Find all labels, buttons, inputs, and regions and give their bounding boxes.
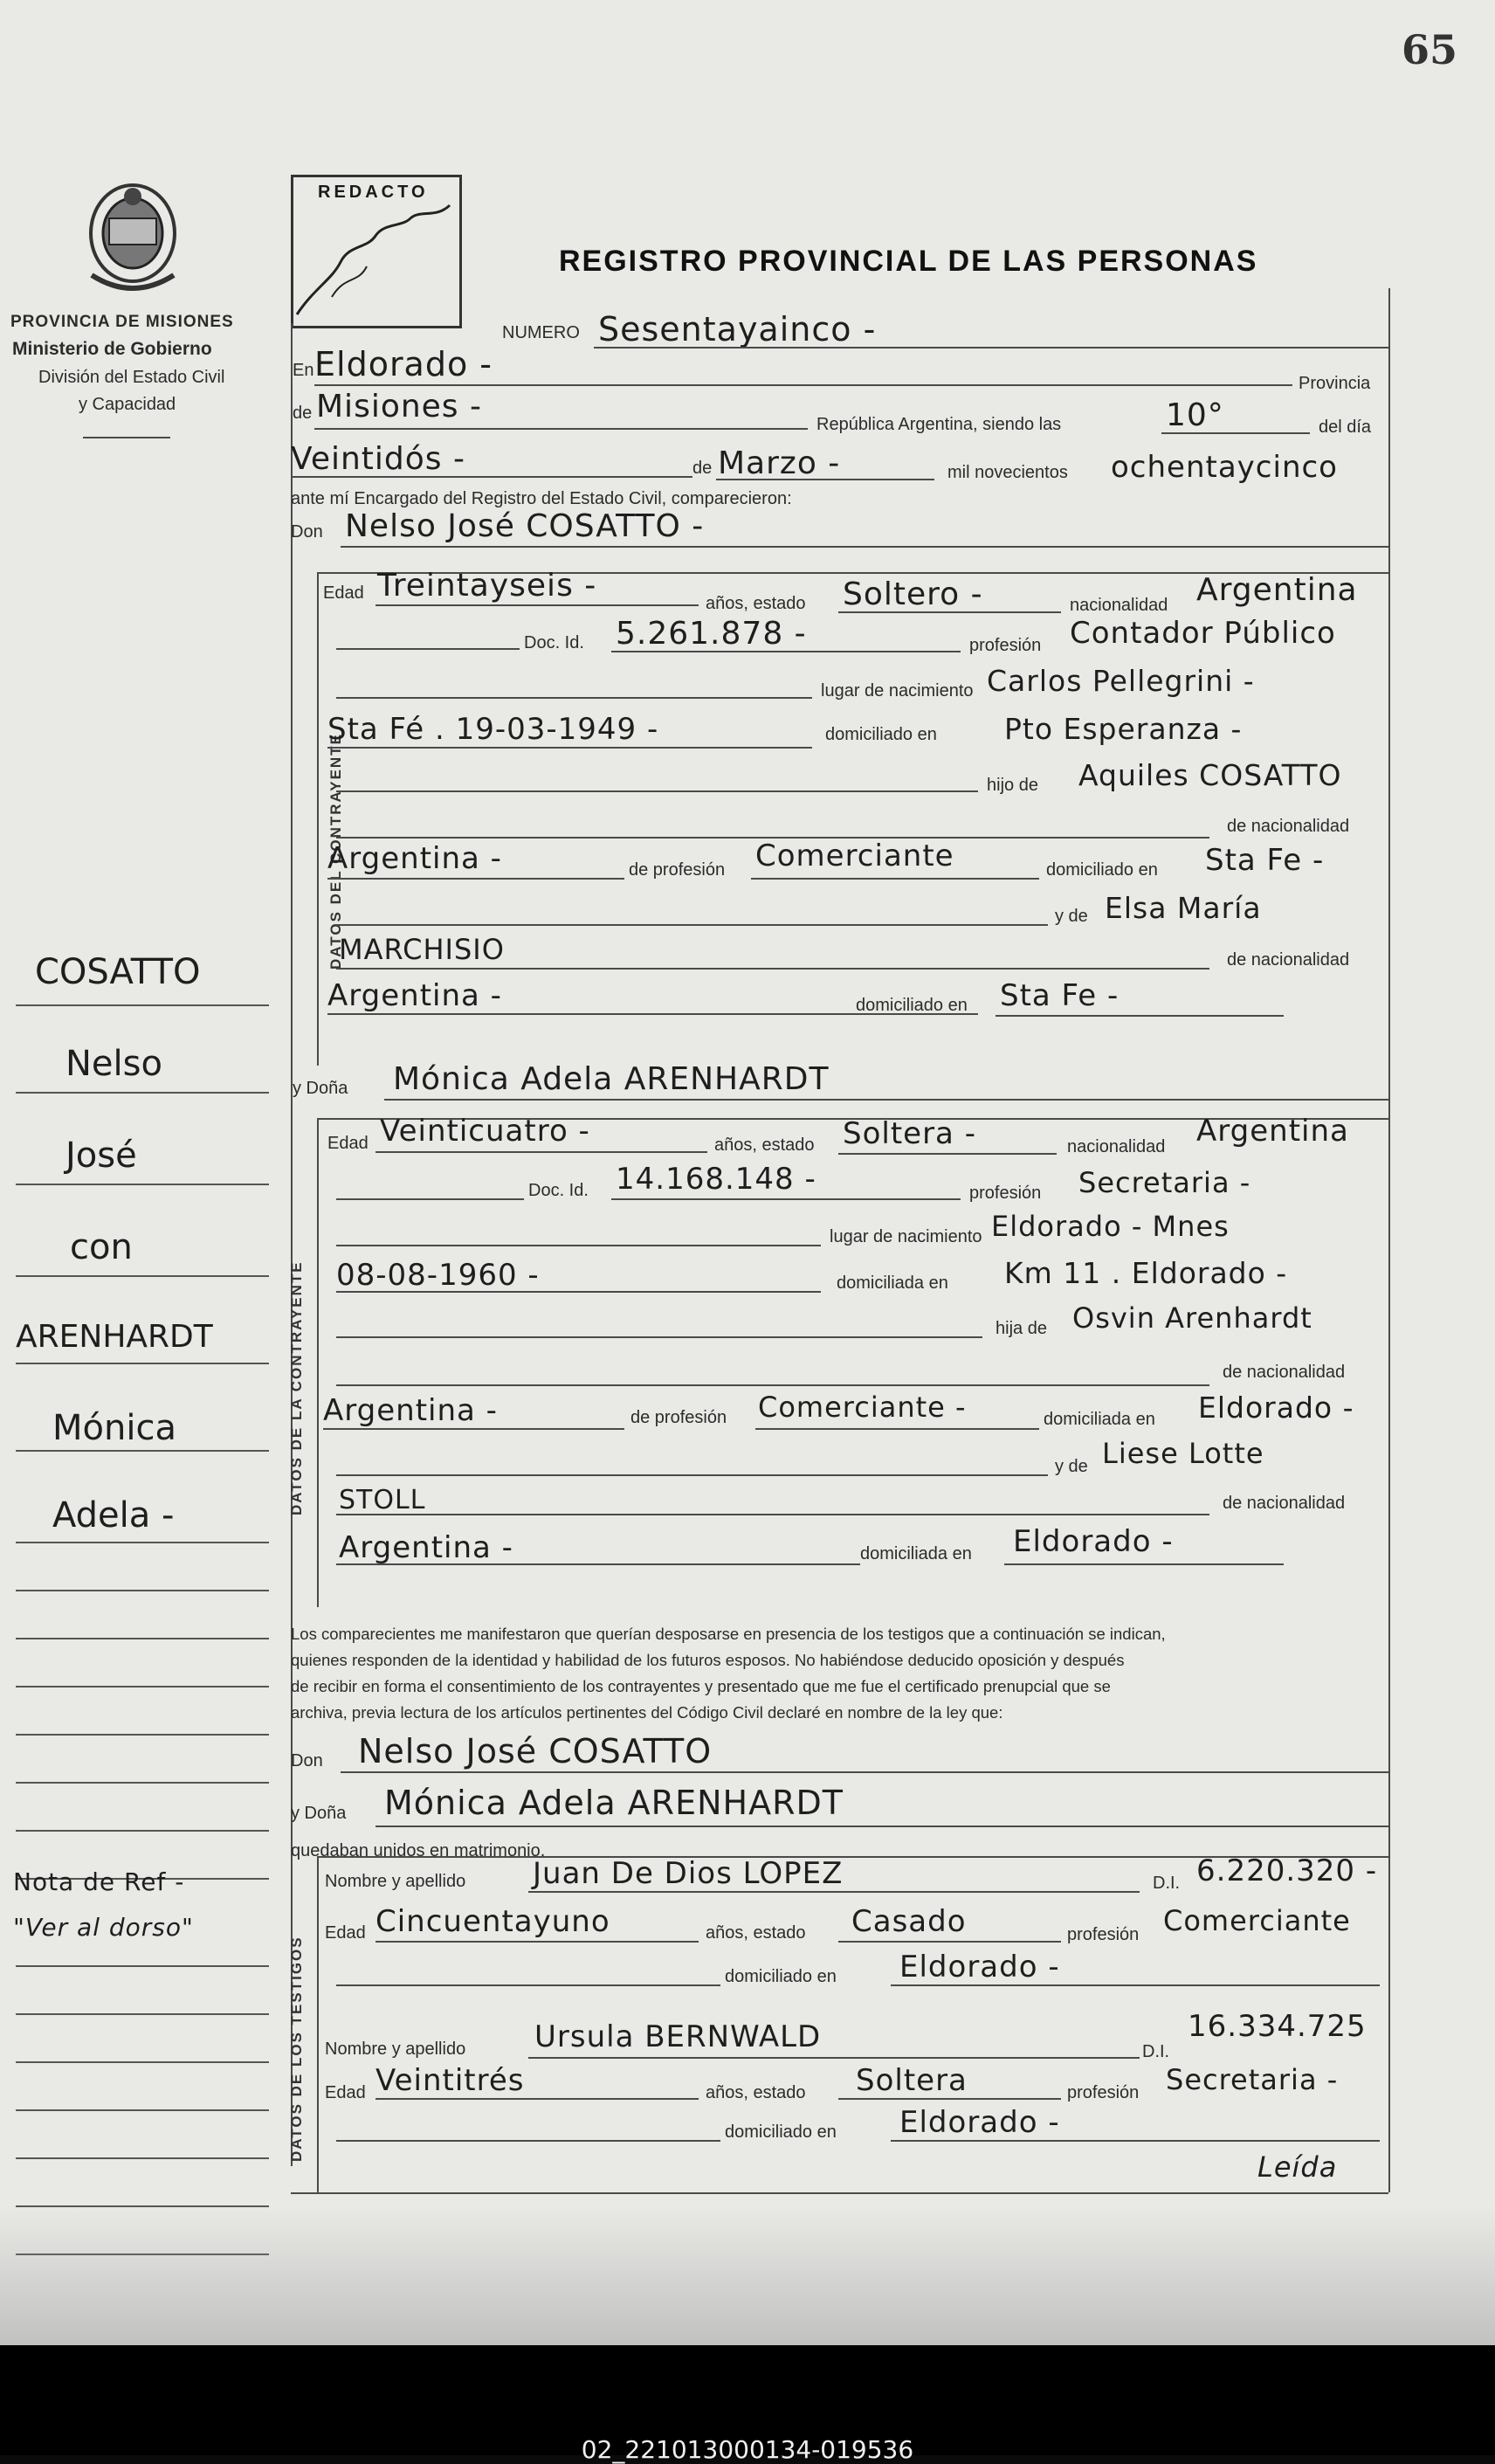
- stamp-signature: [279, 192, 472, 332]
- c-nacionalidad-label: nacionalidad: [1070, 596, 1168, 615]
- mes-label: de: [692, 459, 713, 478]
- c-edad-label: Edad: [323, 583, 364, 603]
- anio-value: ochentaycinco: [1111, 450, 1338, 485]
- t2-profesion-value: Secretaria -: [1166, 2063, 1339, 2096]
- f-edad-value: Veinticuatro -: [380, 1114, 590, 1149]
- c-y-de-label: y de: [1055, 907, 1088, 926]
- coat-of-arms-seal: [83, 179, 183, 297]
- f-madre-value: Liese Lotte: [1102, 1437, 1264, 1470]
- c-lugar-label: lugar de nacimiento: [821, 681, 974, 701]
- t2-estado-label: años, estado: [706, 2083, 806, 2102]
- margin-name-2: Nelso: [65, 1044, 162, 1084]
- c-padre-dom-label: domiciliado en: [1046, 860, 1158, 880]
- t1-nombre-value: Juan De Dios LOPEZ: [533, 1856, 844, 1891]
- dona-label: y Doña: [293, 1079, 348, 1098]
- del-dia-label: del día: [1319, 418, 1372, 437]
- stamp-title: REDACTO: [318, 183, 429, 202]
- t2-nombre-value: Ursula BERNWALD: [534, 2019, 822, 2054]
- f-lugar2-value: 08-08-1960 -: [336, 1258, 540, 1293]
- mes-value: Marzo -: [718, 445, 841, 481]
- f-madre-nac-value: Argentina -: [339, 1530, 513, 1565]
- f-hija-label: hija de: [996, 1319, 1047, 1338]
- margin-name-5: ARENHARDT: [16, 1319, 213, 1355]
- f-padre-dom-label: domiciliada en: [1044, 1410, 1155, 1429]
- t2-di-value: 16.334.725: [1188, 2009, 1367, 2044]
- c-padre-prof-label: de profesión: [629, 860, 726, 880]
- f-madre-dom-label: domiciliada en: [860, 1544, 972, 1563]
- contrayenta-side-label: DATOS DE LA CONTRAYENTE: [288, 1260, 305, 1515]
- statement-dona-value: Mónica Adela ARENHARDT: [384, 1784, 844, 1822]
- f-estado-label: años, estado: [714, 1135, 815, 1155]
- statement-line1: Los comparecientes me manifestaron que querían desposarse en presencia de los testigos que a continuación se indican,: [291, 1625, 1166, 1643]
- t2-domicilio-value: Eldorado -: [899, 2105, 1060, 2140]
- f-profesion-label: profesión: [969, 1184, 1042, 1203]
- contrayente-side-label: DATOS DEL CONTRAYENTE: [327, 733, 344, 970]
- dona-value: Mónica Adela ARENHARDT: [393, 1061, 830, 1097]
- c-padre-value: Aquiles COSATTO: [1078, 758, 1342, 792]
- don-label: Don: [291, 522, 323, 542]
- f-edad-label: Edad: [327, 1134, 369, 1153]
- leida-note: Leída: [1257, 2150, 1338, 2184]
- c-madre-nac-value: Argentina -: [327, 978, 502, 1013]
- page-title: REGISTRO PROVINCIAL DE LAS PERSONAS: [559, 245, 1258, 278]
- c-profesion-label: profesión: [969, 636, 1042, 655]
- f-y-de-label: y de: [1055, 1457, 1088, 1476]
- ministry-line2: Ministerio de Gobierno: [12, 339, 212, 359]
- c-padre-nac-label: de nacionalidad: [1227, 817, 1350, 836]
- f-nacionalidad-label: nacionalidad: [1067, 1137, 1166, 1156]
- t2-di-label: D.I.: [1142, 2042, 1170, 2061]
- numero-value: Sesentayainco -: [598, 310, 877, 349]
- t2-edad-label: Edad: [325, 2083, 366, 2102]
- t1-nombre-label: Nombre y apellido: [325, 1872, 466, 1891]
- statement-dona-label: y Doña: [291, 1804, 347, 1823]
- f-padre-nac-label: de nacionalidad: [1223, 1363, 1346, 1382]
- margin-note-1: Nota de Ref -: [13, 1867, 185, 1896]
- f-padre-prof-value: Comerciante -: [758, 1391, 967, 1424]
- c-lugar2-value: Sta Fé . 19-03-1949 -: [327, 712, 659, 747]
- t2-profesion-label: profesión: [1067, 2083, 1140, 2102]
- statement-line4: archiva, previa lectura de los artículos pertinentes del Código Civil declaré en nombre de la ley que:: [291, 1703, 1003, 1722]
- t1-estado-value: Casado: [851, 1904, 967, 1939]
- f-padre-value: Osvin Arenhardt: [1072, 1301, 1312, 1335]
- c-padre-prof-value: Comerciante: [755, 839, 954, 873]
- c-padre-nac-value: Argentina -: [327, 841, 502, 876]
- f-profesion-value: Secretaria -: [1078, 1166, 1251, 1199]
- f-madre-nac-label: de nacionalidad: [1223, 1494, 1346, 1513]
- dia-value: Veintidós -: [291, 441, 465, 477]
- f-estado-value: Soltera -: [843, 1116, 976, 1151]
- republica-label: República Argentina, siendo las: [816, 415, 1062, 434]
- ministry-line3: División del Estado Civil: [38, 368, 225, 387]
- statement-line2: quienes responden de la identidad y habilidad de los futuros esposos. No habiéndose deducido oposición y después: [291, 1651, 1125, 1669]
- t2-estado-value: Soltera: [856, 2063, 968, 2098]
- f-nacionalidad-value: Argentina: [1196, 1114, 1349, 1149]
- c-edad-value: Treintayseis -: [377, 568, 597, 604]
- t1-di-label: D.I.: [1153, 1874, 1181, 1893]
- t1-edad-label: Edad: [325, 1923, 366, 1943]
- statement-don-label: Don: [291, 1751, 323, 1770]
- c-estado-value: Soltero -: [843, 576, 983, 612]
- c-madre-dom-value: Sta Fe -: [1000, 978, 1120, 1013]
- f-madre-dom-value: Eldorado -: [1013, 1524, 1174, 1559]
- c-hijo-label: hijo de: [987, 776, 1038, 795]
- f-padre-dom-value: Eldorado -: [1198, 1391, 1354, 1425]
- c-madre-nac-label: de nacionalidad: [1227, 950, 1350, 970]
- margin-note-2: "Ver al dorso": [13, 1913, 194, 1942]
- scan-id: 02_221013000134-019536: [581, 2435, 914, 2464]
- f-madre2-value: STOLL: [339, 1485, 426, 1515]
- don-value: Nelso José COSATTO -: [345, 508, 705, 544]
- c-lugar-value: Carlos Pellegrini -: [987, 664, 1255, 698]
- f-doc-value: 14.168.148 -: [616, 1162, 816, 1197]
- margin-name-7: Adela -: [52, 1495, 175, 1536]
- en-value: Eldorado -: [314, 345, 493, 383]
- t1-di-value: 6.220.320 -: [1196, 1853, 1378, 1888]
- f-lugar-label: lugar de nacimiento: [830, 1227, 982, 1246]
- page-number: 65: [1402, 26, 1458, 73]
- numero-label: NUMERO: [502, 323, 580, 342]
- statement-line3: de recibir en forma el consentimiento de los contrayentes y presentado que me fue el certificado prenupcial que se: [291, 1677, 1111, 1695]
- de-value: Misiones -: [316, 389, 482, 424]
- c-doc-label: Doc. Id.: [524, 633, 584, 652]
- testigos-side-label: DATOS DE LOS TESTIGOS: [288, 1936, 305, 2162]
- quedaban-text: quedaban unidos en matrimonio.: [291, 1841, 546, 1860]
- en-label: En: [293, 361, 314, 380]
- c-domicilio-label: domiciliado en: [825, 725, 937, 744]
- f-lugar-value: Eldorado - Mnes: [991, 1210, 1230, 1243]
- f-doc-label: Doc. Id.: [528, 1181, 589, 1200]
- t1-estado-label: años, estado: [706, 1923, 806, 1943]
- c-nacionalidad-value: Argentina: [1196, 572, 1358, 608]
- f-padre-nac-value: Argentina -: [323, 1393, 498, 1428]
- margin-name-6: Mónica: [52, 1408, 176, 1448]
- c-estado-label: años, estado: [706, 594, 806, 613]
- statement-don-value: Nelso José COSATTO: [358, 1732, 713, 1770]
- ante-mi-text: ante mí Encargado del Registro del Estado Civil, comparecieron:: [291, 489, 792, 508]
- ministry-line4: y Capacidad: [79, 395, 176, 414]
- c-madre-value: Elsa María: [1105, 891, 1262, 925]
- de-label: de: [293, 404, 313, 423]
- f-padre-prof-label: de profesión: [630, 1408, 727, 1427]
- c-padre-dom-value: Sta Fe -: [1205, 843, 1325, 878]
- t1-profesion-label: profesión: [1067, 1925, 1140, 1944]
- f-domicilio-label: domiciliada en: [837, 1273, 948, 1293]
- c-madre2-value: MARCHISIO: [339, 933, 505, 966]
- t2-domicilio-label: domiciliado en: [725, 2122, 837, 2142]
- margin-name-3: José: [65, 1135, 137, 1176]
- c-doc-value: 5.261.878 -: [616, 616, 807, 652]
- t1-domicilio-value: Eldorado -: [899, 1950, 1060, 1984]
- t1-domicilio-label: domiciliado en: [725, 1967, 837, 1986]
- ministry-line1: PROVINCIA DE MISIONES: [10, 313, 234, 331]
- t1-edad-value: Cincuentayuno: [375, 1904, 610, 1939]
- f-domicilio-value: Km 11 . Eldorado -: [1004, 1256, 1288, 1290]
- mil-label: mil novecientos: [947, 463, 1068, 482]
- c-domicilio-value: Pto Esperanza -: [1004, 712, 1243, 746]
- c-profesion-value: Contador Público: [1070, 616, 1336, 651]
- t2-nombre-label: Nombre y apellido: [325, 2040, 466, 2059]
- c-madre-dom-label: domiciliado en: [856, 996, 968, 1015]
- margin-name-4: con: [70, 1227, 133, 1267]
- provincia-label: Provincia: [1299, 374, 1371, 393]
- t2-edad-value: Veintitrés: [375, 2063, 525, 2098]
- t1-profesion-value: Comerciante: [1163, 1904, 1351, 1937]
- margin-name-1: COSATTO: [35, 952, 201, 992]
- hora-value: 10°: [1166, 397, 1224, 433]
